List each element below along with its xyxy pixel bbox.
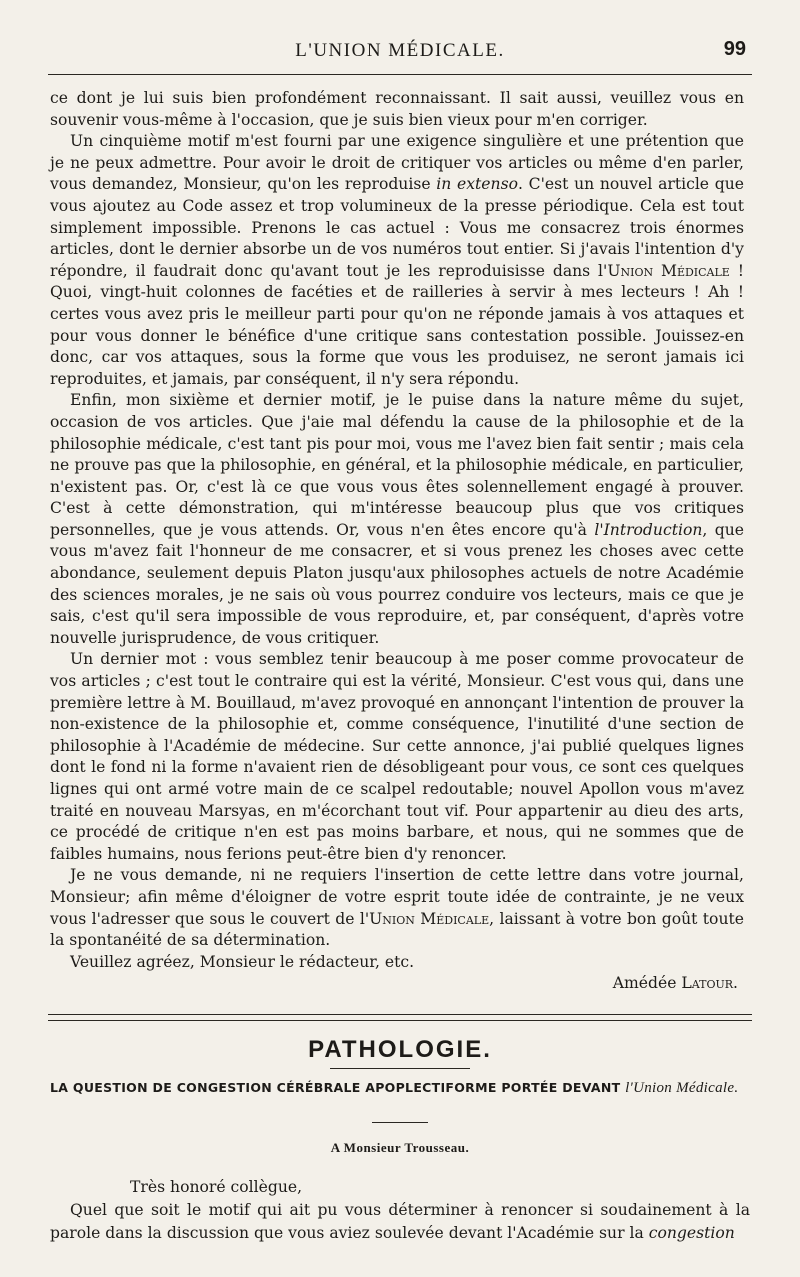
paragraph-5 [50, 865, 744, 951]
paragraph-5-part-b: , laissant à votre bon goût toute la spontanéité de sa détermination. [50, 909, 744, 950]
section-title: PATHOLOGIE. [308, 1036, 492, 1063]
article-title-journal: l'Union Médicale. [625, 1080, 739, 1096]
paragraph-5-journal-name: Union Médicale [369, 909, 490, 928]
letter-addressee: A Monsieur Trousseau. [330, 1140, 470, 1155]
section-title-rule [330, 1068, 470, 1069]
letter-paragraph-1-italic: congestion [648, 1224, 735, 1242]
running-head [48, 40, 752, 68]
paragraph-2-part-a: Un cinquième motif m'est fourni par une exigence singulière et une prétention que je ne peux admettre. Pour avoir le droit de critiquer vos articles ou même d'en parler, vous demandez, Monsieur, qu'on les reproduise [50, 132, 744, 194]
signature [50, 973, 744, 995]
signature-first-name: Amédée [612, 974, 682, 993]
section-double-rule [48, 1014, 752, 1021]
header-rule [48, 74, 752, 75]
paragraph-2 [50, 131, 744, 390]
paragraph-2-part-c: ! Quoi, vingt-huit colonnes de facéties et de railleries à servir à mes lecteurs ! Ah ! certes vous avez pris le meilleur parti pour qu'on ne réponde jamais à vos attaques et pour vous donner le bénéfice d'une critique sans contestation possible. Jouissez-en donc, car vos attaques, sous la forme que vous les produisez, ne seront jamais ici reproduites, et jamais, par conséquent, il n'y sera répondu. [50, 261, 744, 388]
paragraph-3 [50, 390, 744, 649]
letter-body [50, 1176, 750, 1245]
article-title [50, 1080, 750, 1097]
paragraph-3-part-a: Enfin, mon sixième et dernier motif, je le puise dans la nature même du sujet, occasion de vos articles. Que j'aie mal défendu la cause de la philosophie et de la philosophie médicale, c'est tant pis pour moi, vous me l'avez bien fait sentir ; mais cela ne prouve pas que la philosophie, en général, et la philosophie médicale, en particulier, n'existent pas. Or, c'est là ce que vous vous êtes solennellement engagé à prouver. C'est à cette démonstration, qui m'intéresse beaucoup plus que vos critiques personnelles, que je vous attends. Or, vous n'en êtes encore qu'à [50, 391, 744, 539]
paragraph-4-text: Un dernier mot : vous semblez tenir beaucoup à me poser comme provocateur de vos articles ; c'est tout le contraire qui est la vérité, Monsieur. C'est vous qui, dans une première lettre à M. Bouillaud, m'avez provoqué en annonçant l'intention de prouver la non-existence de la philosophie et, comme conséquence, l'inutilité d'une section de philosophie à l'Académie de médecine. Sur cette annonce, j'ai publié quelques lignes dont le fond ni la forme n'avaient rien de désobligeant pour vous, ce sont ces quelques lignes qui ont armé votre main de ce scalpel redoutable; nouvel Apollon vous m'avez traité en nouveau Marsyas, en m'écorchant tout vif. Pour appartenir au dieu des arts, ce procédé de critique n'en est pas moins barbare, et nous, qui ne sommes que de faibles humains, nous ferions peut-être bien d'y renoncer. [50, 650, 744, 863]
signature-last-name: Latour [681, 974, 734, 993]
paragraph-1 [50, 88, 744, 131]
article-title-text: LA QUESTION DE CONGESTION CÉRÉBRALE APOPLECTIFORME PORTÉE DEVANT [50, 1080, 626, 1095]
paragraph-2-part-b: . C'est un nouvel article que vous ajoutez au Code assez et trop volumineux de la presse périodique. Cela est tout simplement impossible. Prenons le cas actuel : Vous me consacrez trois énormes articles, dont le dernier absorbe un de vos numéros tout entier. Si j'avais l'intention d'y répondre, il faudrait donc qu'avant tout je les reproduisisse dans l' [50, 175, 744, 280]
letter-paragraph-1 [50, 1199, 750, 1245]
signature-period: . [733, 974, 738, 993]
paragraph-3-part-b: , que vous m'avez fait l'honneur de me consacrer, et si vous prenez les choses avec cette abondance, seulement depuis Platon jusqu'aux philosophes actuels de notre Académie des sciences morales, je ne sais où vous pourrez conduire vos lecteurs, mais ce que je sais, c'est qu'il sera impossible de vous reproduire, et, par conséquent, d'après votre nouvelle jurisprudence, de vous critiquer. [50, 520, 744, 647]
paragraph-2-italic: in extenso [436, 175, 518, 194]
paragraph-3-italic: l'Introduction [594, 520, 703, 539]
page-number: 99 [723, 38, 746, 60]
running-title: L'UNION MÉDICALE. [295, 40, 505, 61]
letter-salutation: Très honoré collègue, [130, 1178, 303, 1196]
article-body [50, 88, 744, 995]
letter-paragraph-1-text: Quel que soit le motif qui ait pu vous déterminer à renoncer si soudainement à la parole dans la discussion que vous aviez soulevée devant l'Académie sur la [50, 1201, 750, 1242]
paragraph-5-part-a: Je ne vous demande, ni ne requiers l'insertion de cette lettre dans votre journal, Monsieur; afin même d'éloigner de votre esprit toute idée de contrainte, je ne veux vous l'adresser que sous le couvert de l' [50, 866, 744, 928]
article-title-rule [372, 1122, 428, 1123]
paragraph-2-journal-name: Union Médicale [607, 261, 730, 280]
signoff: Veuillez agréez, Monsieur le rédacteur, etc. [70, 952, 415, 971]
paragraph-1-text: ce dont je lui suis bien profondément reconnaissant. Il sait aussi, veuillez vous en souvenir vous-même à l'occasion, que je suis bien vieux pour m'en corriger. [50, 89, 744, 129]
paragraph-4 [50, 649, 744, 865]
